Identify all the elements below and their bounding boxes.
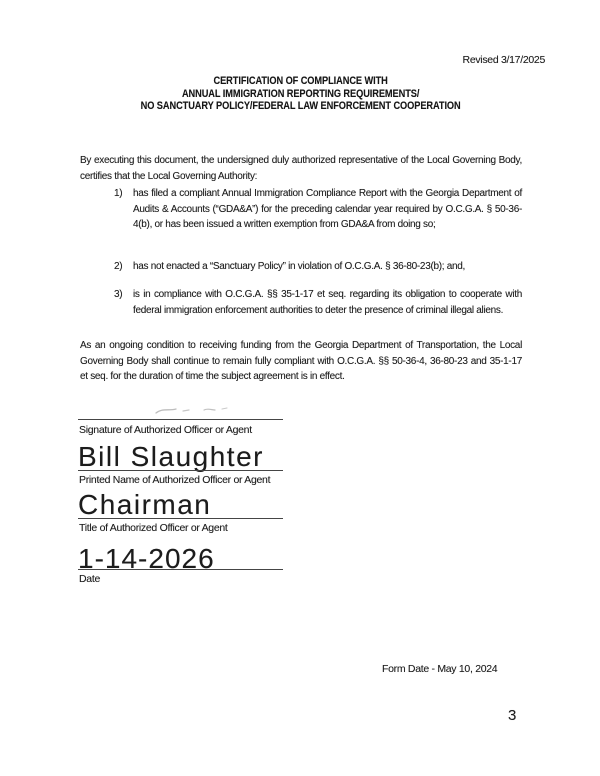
date-value: 1-14-2026 [78,543,215,574]
closing-paragraph: As an ongoing condition to receiving funding from the Georgia Department of Transportation, the Local Governing Body shall continue to remain fully compliant with O.C.G.A. §§ 50-36-4, 36-80-23 and 35-1-17 et seq. for the duration of time the subject agreement is in effect. [80,340,522,383]
printed-name-line [78,470,283,471]
signature-line [78,419,283,420]
list-item-2-text: has not enacted a “Sanctuary Policy” in violation of O.C.G.A. § 36-80-23(b); and, [133,261,465,272]
page-number: 3 [508,707,517,724]
date-line [78,569,283,570]
list-item-3 [114,287,522,318]
title-line-1: CERTIFICATION OF COMPLIANCE WITH [213,75,388,87]
document-title [49,75,553,113]
title-line-2: ANNUAL IMMIGRATION REPORTING REQUIREMENTS/ [181,87,420,100]
form-date: Form Date - May 10, 2024 [382,663,498,675]
list-item-2 [114,259,522,275]
list-item-3-text: is in compliance with O.C.G.A. §§ 35-1-17 et seq. regarding its obligation to cooperate with federal immigration enforcement authorities to deter the presence of criminal illegal aliens. [133,289,522,316]
faint-signature-ink [152,402,242,418]
date-label: Date [79,573,100,585]
printed-name-label: Printed Name of Authorized Officer or Agent [79,474,271,486]
list-item-1-number: 1) [114,188,123,199]
revised-date-note: Revised 3/17/2025 [462,54,545,66]
list-item-1-text: has filed a compliant Annual Immigration Compliance Report with the Georgia Department of Audits & Accounts (“GDA&A”) for the preceding calendar year required by O.C.G.A. § 50-36-4(b), or has been issued a written exemption from GDA&A from doing so; [133,188,522,231]
list-item-2-number: 2) [114,261,123,272]
list-item-1 [114,186,522,233]
officer-title-line [78,518,283,519]
officer-title-value: Chairman [78,489,212,520]
title-line-3: NO SANCTUARY POLICY/FEDERAL LAW ENFORCEMENT COOPERATION [140,100,461,112]
printed-name-value: Bill Slaughter [78,441,264,472]
list-item-3-number: 3) [114,289,123,300]
intro-paragraph: By executing this document, the undersigned duly authorized representative of the Local Governing Body, certifies that the Local Governing Authority: [80,155,522,182]
signature-label: Signature of Authorized Officer or Agent [79,424,252,436]
officer-title-label: Title of Authorized Officer or Agent [79,522,228,534]
